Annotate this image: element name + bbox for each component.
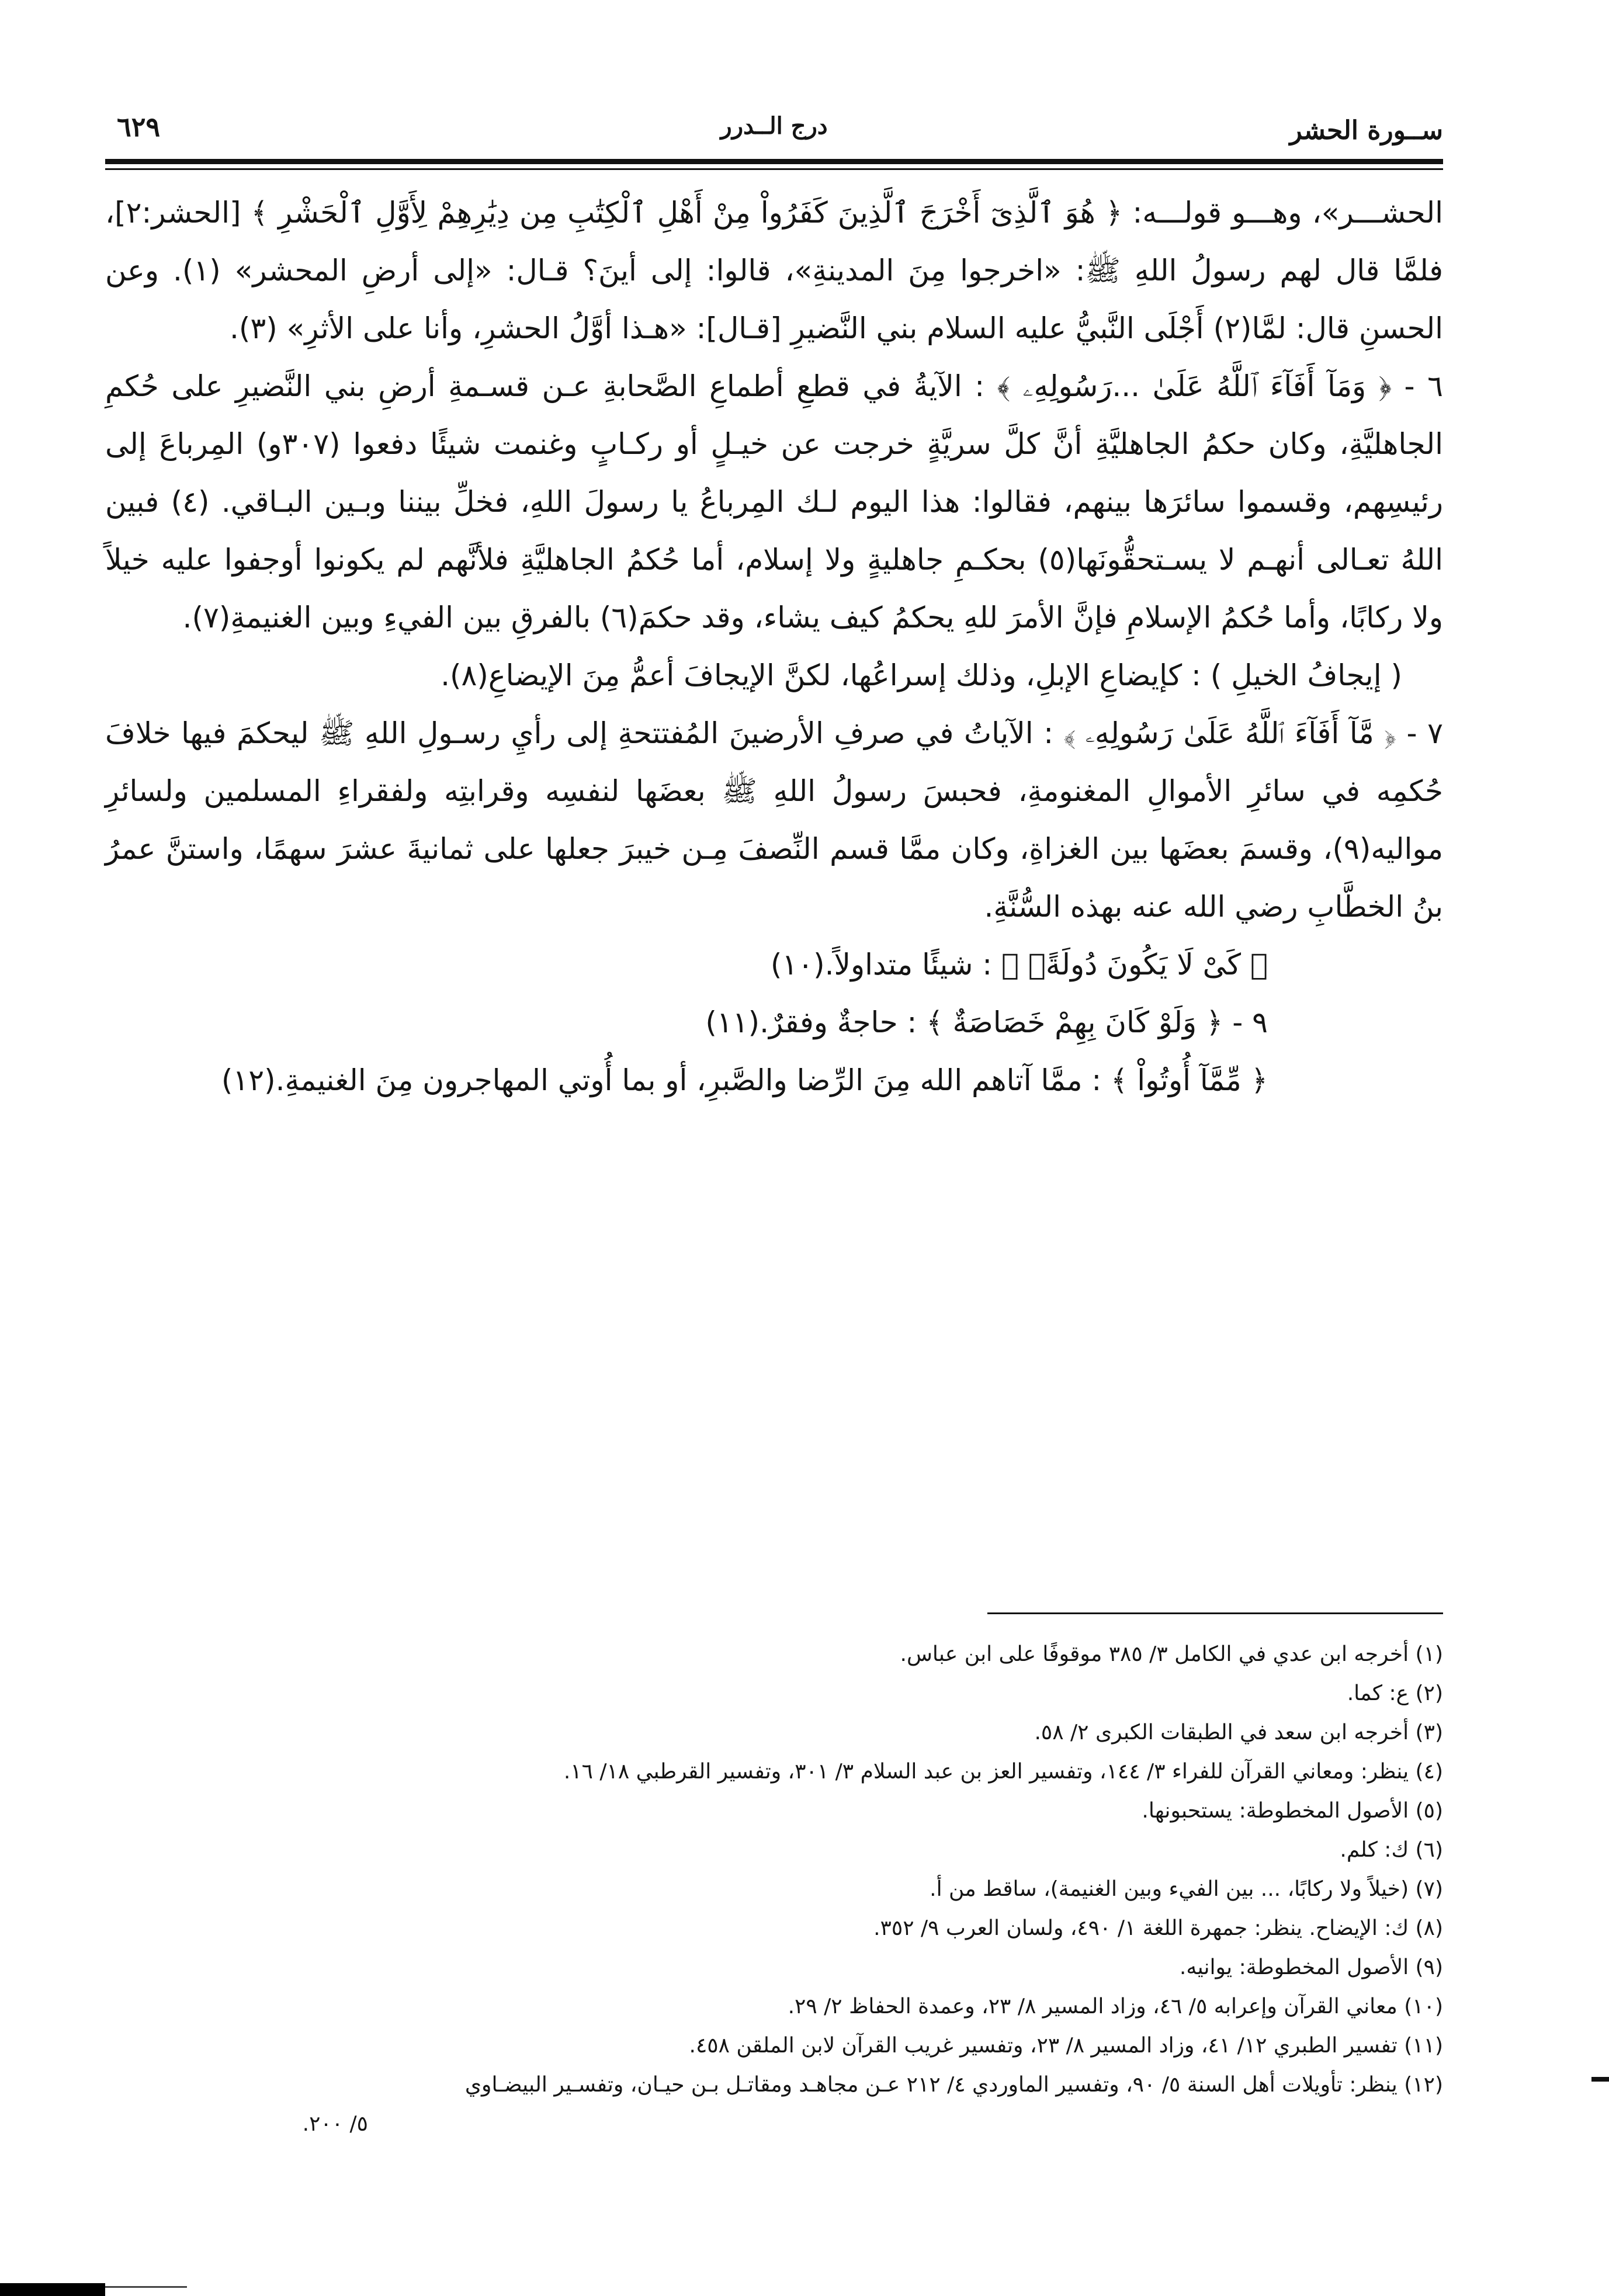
footnote: (١٢) ينظر: تأويلات أهل السنة ٥/ ٩٠، وتفسير الماوردي ٤/ ٢١٢ عـن مجاهـد ومقاتـل بـن حيـان، وتفسـير البيضـاوي — [464, 2073, 1443, 2097]
scan-bottom-bar — [0, 2283, 105, 2296]
book-title: درج الــدرر — [720, 112, 828, 140]
footnote-separator — [987, 1612, 1443, 1614]
main-text — [105, 184, 1443, 1109]
scan-bottom-line — [105, 2286, 187, 2288]
footnotes — [105, 1635, 1443, 2144]
page-number: ٦٢٩ — [117, 111, 161, 143]
footnote: (١٠) معاني القرآن وإعرابه ٥/ ٤٦، وزاد المسير ٨/ ٢٣، وعمدة الحفاظ ٢/ ٢٩. — [788, 1995, 1443, 2018]
running-header — [105, 105, 1443, 152]
footnote-continuation: ٥/ ٢٠٠. — [302, 2112, 368, 2136]
surah-title: ســورة الحشر — [1289, 116, 1443, 145]
paragraph-hashr-intro: الحشـــر»، وهـــو قولـــه: ﴿ هُوَ ٱلَّذِىٓ أَخْرَجَ ٱلَّذِينَ كَفَرُواْ مِنْ أَهْلِ ٱلْكِتَٰبِ مِن دِيَٰرِهِمْ لِأَوَّلِ ٱلْحَشْرِ ﴾ [الحشر:٢]، فلمَّا قال لهم رسولُ اللهِ ﷺ: «اخرجوا مِنَ المدينةِ»، قالوا: إلى أينَ؟ قـال: «إلى أرضِ المحشر» (١). وعن الحسنِ قال: لمَّا(٢) أَجْلَى النَّبيُّ عليه السلام بني النَّضيرِ [قـال]: «هـذا أوَّلُ الحشرِ، وأنا على الأثرِ» (٣). — [105, 196, 1443, 345]
footnote: (٩) الأصول المخطوطة: يوانيه. — [1179, 1955, 1443, 1979]
scan-edge-mark — [1591, 2077, 1609, 2082]
footnote: (٥) الأصول المخطوطة: يستحبونها. — [1142, 1799, 1443, 1823]
footnote: (٢) ع: كما. — [1347, 1681, 1443, 1705]
header-rule-thin — [105, 168, 1443, 170]
footnote: (٨) ك: الإيضاح. ينظر: جمهرة اللغة ١/ ٤٩٠، ولسان العرب ٩/ ٣٥٢. — [873, 1916, 1443, 1940]
paragraph-verse-9: ٩ - ﴿ وَلَوْ كَانَ بِهِمْ خَصَاصَةٌ ﴾ : حاجةٌ وفقرٌ.(١١) — [705, 1005, 1268, 1039]
header-rule-thick — [105, 159, 1443, 164]
book-page — [105, 105, 1443, 2208]
footnote: (٧) (خيلاً ولا ركابًا، ... بين الفيء وبين الغنيمة)، ساقط من أ. — [930, 1877, 1443, 1901]
footnote: (٣) أخرجه ابن سعد في الطبقات الكبرى ٢/ ٥٨. — [1034, 1721, 1443, 1744]
paragraph-dulah: ﴿ كَىْ لَا يَكُونَ دُولَةًۢ ﴾ : شيئًا متداولاً.(١٠) — [770, 948, 1268, 981]
paragraph-mimma-utu: ﴿ مِّمَّآ أُوتُواْ ﴾ : ممَّا آتاهم الله مِنَ الرِّضا والصَّبرِ، أو بما أُوتي المهاجرون مِنَ الغنيمةِ.(١٢) — [221, 1063, 1268, 1097]
footnote: (٦) ك: كلم. — [1340, 1838, 1443, 1862]
footnote: (١) أخرجه ابن عدي في الكامل ٣/ ٣٨٥ موقوفًا على ابن عباس. — [900, 1642, 1443, 1666]
paragraph-verse-7: ٧ - ﴿ مَّآ أَفَآءَ ٱللَّهُ عَلَىٰ رَسُولِهِۦ ﴾ : الآياتُ في صرفِ الأرضينَ المُفتتحةِ إلى رأيِ رسـولِ اللهِ ﷺ ليحكمَ فيها خلافَ حُكمِه في سائرِ الأموالِ المغنومةِ، فحبسَ رسولُ اللهِ ﷺ بعضَها لنفسِه وقرابتِه ولفقراءِ المسلمين ولسائرِ مواليه(٩)، وقسمَ بعضَها بين الغزاةِ، وكان ممَّا قسم النِّصفَ مِـن خيبرَ جعلها على ثمانيةَ عشرَ سهمًا، واستنَّ عمرُ بنُ الخطَّابِ رضي الله عنه بهذه السُّنَّةِ. — [105, 716, 1443, 924]
paragraph-ijaf: ( إيجافُ الخيلِ ) : كإيضاعِ الإبلِ، وذلك إسراعُها، لكنَّ الإيجافَ أعمُّ مِنَ الإيضاعِ(٨). — [441, 658, 1402, 692]
footnote: (١١) تفسير الطبري ١٢/ ٤١، وزاد المسير ٨/ ٢٣، وتفسير غريب القرآن لابن الملقن ٤٥٨. — [689, 2034, 1443, 2058]
footnote: (٤) ينظر: ومعاني القرآن للفراء ٣/ ١٤٤، وتفسير العز بن عبد السلام ٣/ ٣٠١، وتفسير القرطبي ١٨/ ١٦. — [563, 1760, 1443, 1784]
paragraph-verse-6: ٦ - ﴿ وَمَآ أَفَآءَ ٱللَّهُ عَلَىٰ ...رَسُولِهِۦ ﴾ : الآيةُ في قطعِ أطماعِ الصَّحابةِ عـن قسـمةِ أرضِ بني النَّضيرِ على حُكمِ الجاهليَّةِ، وكان حكمُ الجاهليَّةِ أنَّ كلَّ سريَّةٍ خرجت عن خيـلٍ أو ركـابٍ وغنمت شيئًا دفعوا (٣٠٧و) المِرباعَ إلى رئيسِهم، وقسموا سائرَها بينهم، فقالوا: هذا اليوم لـك المِرباعُ يا رسولَ اللهِ، فخلِّ بيننا وبـين البـاقي. (٤) فبين اللهُ تعـالى أنهـم لا يسـتحقُّونَها(٥) بحكـمِ جاهليةٍ ولا إسلام، أما حُكمُ الجاهليَّةِ فلأنَّهم لم يكونوا أوجفوا عليه خيلاً ولا ركابًا، وأما حُكمُ الإسلامِ فإنَّ الأمرَ للهِ يحكمُ كيف يشاء، وقد حكمَ(٦) بالفرقِ بين الفيءِ وبين الغنيمةِ(٧). — [105, 369, 1443, 634]
